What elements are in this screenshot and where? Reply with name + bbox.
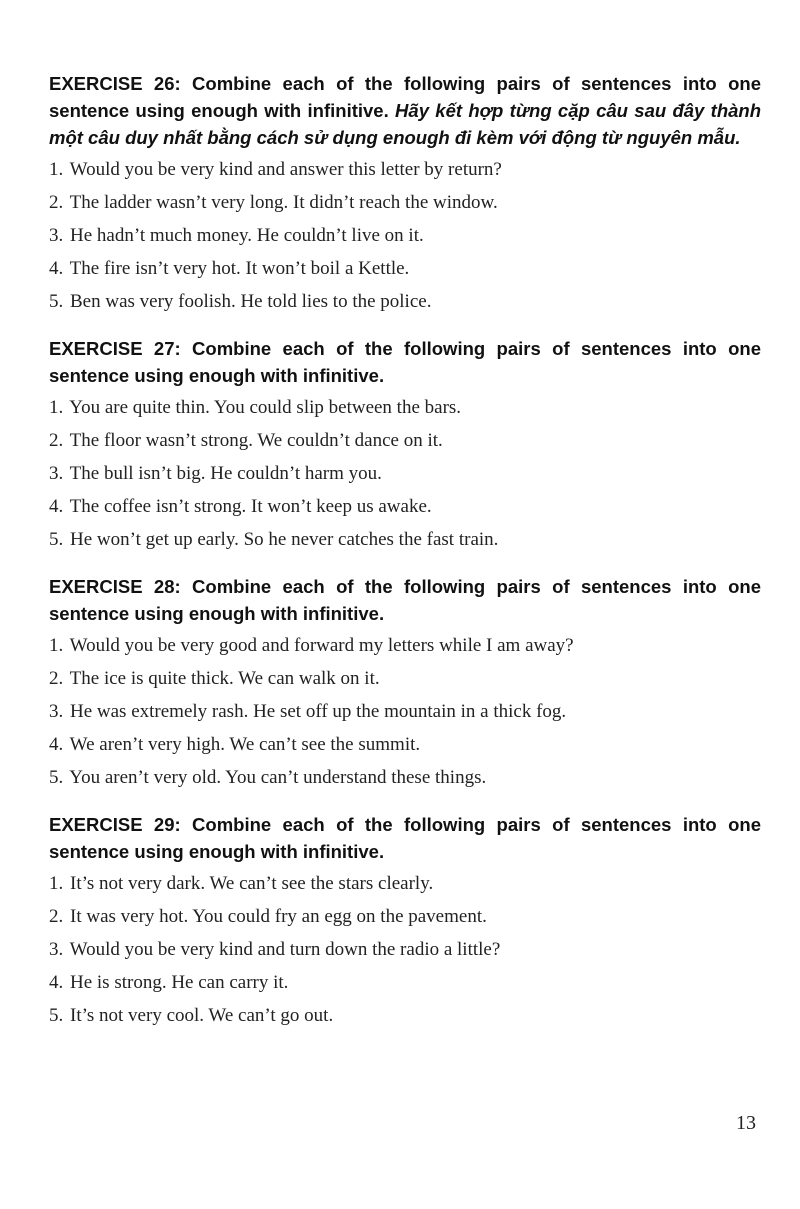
- item-number: 1.: [49, 873, 64, 894]
- item-number: 1.: [49, 159, 64, 180]
- item-text: You aren’t very old. You can’t understand these things.: [69, 767, 487, 788]
- exercise-27: [49, 335, 761, 556]
- list-item: [49, 867, 761, 900]
- item-text: You are quite thin. You could slip between the bars.: [69, 397, 462, 418]
- exercise-heading: [49, 70, 761, 151]
- item-number: 3.: [49, 701, 64, 722]
- item-number: 1.: [49, 635, 64, 656]
- list-item: [49, 523, 761, 556]
- list-item: [49, 424, 761, 457]
- item-text: Ben was very foolish. He told lies to the police.: [70, 291, 432, 312]
- list-item: [49, 900, 761, 933]
- list-item: [49, 695, 761, 728]
- list-item: [49, 933, 761, 966]
- item-number: 1.: [49, 397, 64, 418]
- item-number: 5.: [49, 529, 64, 550]
- item-text: It’s not very cool. We can’t go out.: [70, 1005, 334, 1026]
- exercise-29: [49, 811, 761, 1032]
- item-text: He was extremely rash. He set off up the mountain in a thick fog.: [70, 701, 567, 722]
- item-number: 3.: [49, 225, 64, 246]
- item-text: The bull isn’t big. He couldn’t harm you.: [69, 463, 382, 484]
- list-item: [49, 285, 761, 318]
- item-text: He hadn’t much money. He couldn’t live on it.: [70, 225, 424, 246]
- item-number: 4.: [49, 496, 64, 517]
- item-number: 3.: [49, 463, 64, 484]
- item-number: 3.: [49, 939, 64, 960]
- item-text: The fire isn’t very hot. It won’t boil a Kettle.: [69, 258, 410, 279]
- item-number: 5.: [49, 767, 64, 788]
- list-item: [49, 728, 761, 761]
- item-text: The ladder wasn’t very long. It didn’t reach the window.: [69, 192, 498, 213]
- list-item: [49, 999, 761, 1032]
- exercise-heading: [49, 335, 761, 389]
- sentence-list: [49, 153, 761, 318]
- exercise-title: EXERCISE 27: Combine each of the following pairs of sentences into one sentence using enough with infinitive.: [49, 338, 761, 386]
- item-number: 2.: [49, 906, 64, 927]
- list-item: [49, 457, 761, 490]
- list-item: [49, 391, 761, 424]
- item-text: Would you be very good and forward my letters while I am away?: [69, 635, 574, 656]
- list-item: [49, 252, 761, 285]
- sentence-list: [49, 629, 761, 794]
- item-number: 5.: [49, 1005, 64, 1026]
- item-text: The floor wasn’t strong. We couldn’t dance on it.: [69, 430, 443, 451]
- exercise-28: [49, 573, 761, 794]
- item-text: It’s not very dark. We can’t see the stars clearly.: [70, 873, 434, 894]
- list-item: [49, 662, 761, 695]
- document-page: [49, 70, 761, 1049]
- item-number: 2.: [49, 192, 64, 213]
- list-item: [49, 219, 761, 252]
- item-number: 4.: [49, 972, 64, 993]
- exercise-26: [49, 70, 761, 318]
- item-text: Would you be very kind and answer this letter by return?: [69, 159, 502, 180]
- item-text: Would you be very kind and turn down the radio a little?: [69, 939, 501, 960]
- exercise-heading: [49, 811, 761, 865]
- item-text: He won’t get up early. So he never catches the fast train.: [70, 529, 499, 550]
- list-item: [49, 186, 761, 219]
- exercise-title: EXERCISE 28: Combine each of the following pairs of sentences into one sentence using enough with infinitive.: [49, 576, 761, 624]
- item-text: The ice is quite thick. We can walk on it.: [69, 668, 380, 689]
- sentence-list: [49, 867, 761, 1032]
- item-number: 2.: [49, 668, 64, 689]
- item-text: He is strong. He can carry it.: [70, 972, 289, 993]
- exercise-title: EXERCISE 26: Combine each of the following pairs of sentences into one sentence using enough with infinitive.: [49, 73, 761, 121]
- list-item: [49, 966, 761, 999]
- page-number: 13: [736, 1112, 756, 1134]
- exercise-heading: [49, 573, 761, 627]
- item-number: 2.: [49, 430, 64, 451]
- item-number: 5.: [49, 291, 64, 312]
- item-text: We aren’t very high. We can’t see the summit.: [69, 734, 421, 755]
- list-item: [49, 153, 761, 186]
- item-number: 4.: [49, 734, 64, 755]
- exercise-title: EXERCISE 29: Combine each of the following pairs of sentences into one sentence using enough with infinitive.: [49, 814, 761, 862]
- list-item: [49, 490, 761, 523]
- exercise-subtitle-vi: Hãy kết hợp từng cặp câu sau đây thành một câu duy nhất bằng cách sử dụng enough đi kèm với động từ nguyên mẫu.: [49, 100, 762, 148]
- sentence-list: [49, 391, 761, 556]
- list-item: [49, 629, 761, 662]
- item-number: 4.: [49, 258, 64, 279]
- item-text: It was very hot. You could fry an egg on the pavement.: [70, 906, 487, 927]
- item-text: The coffee isn’t strong. It won’t keep us awake.: [69, 496, 432, 517]
- list-item: [49, 761, 761, 794]
